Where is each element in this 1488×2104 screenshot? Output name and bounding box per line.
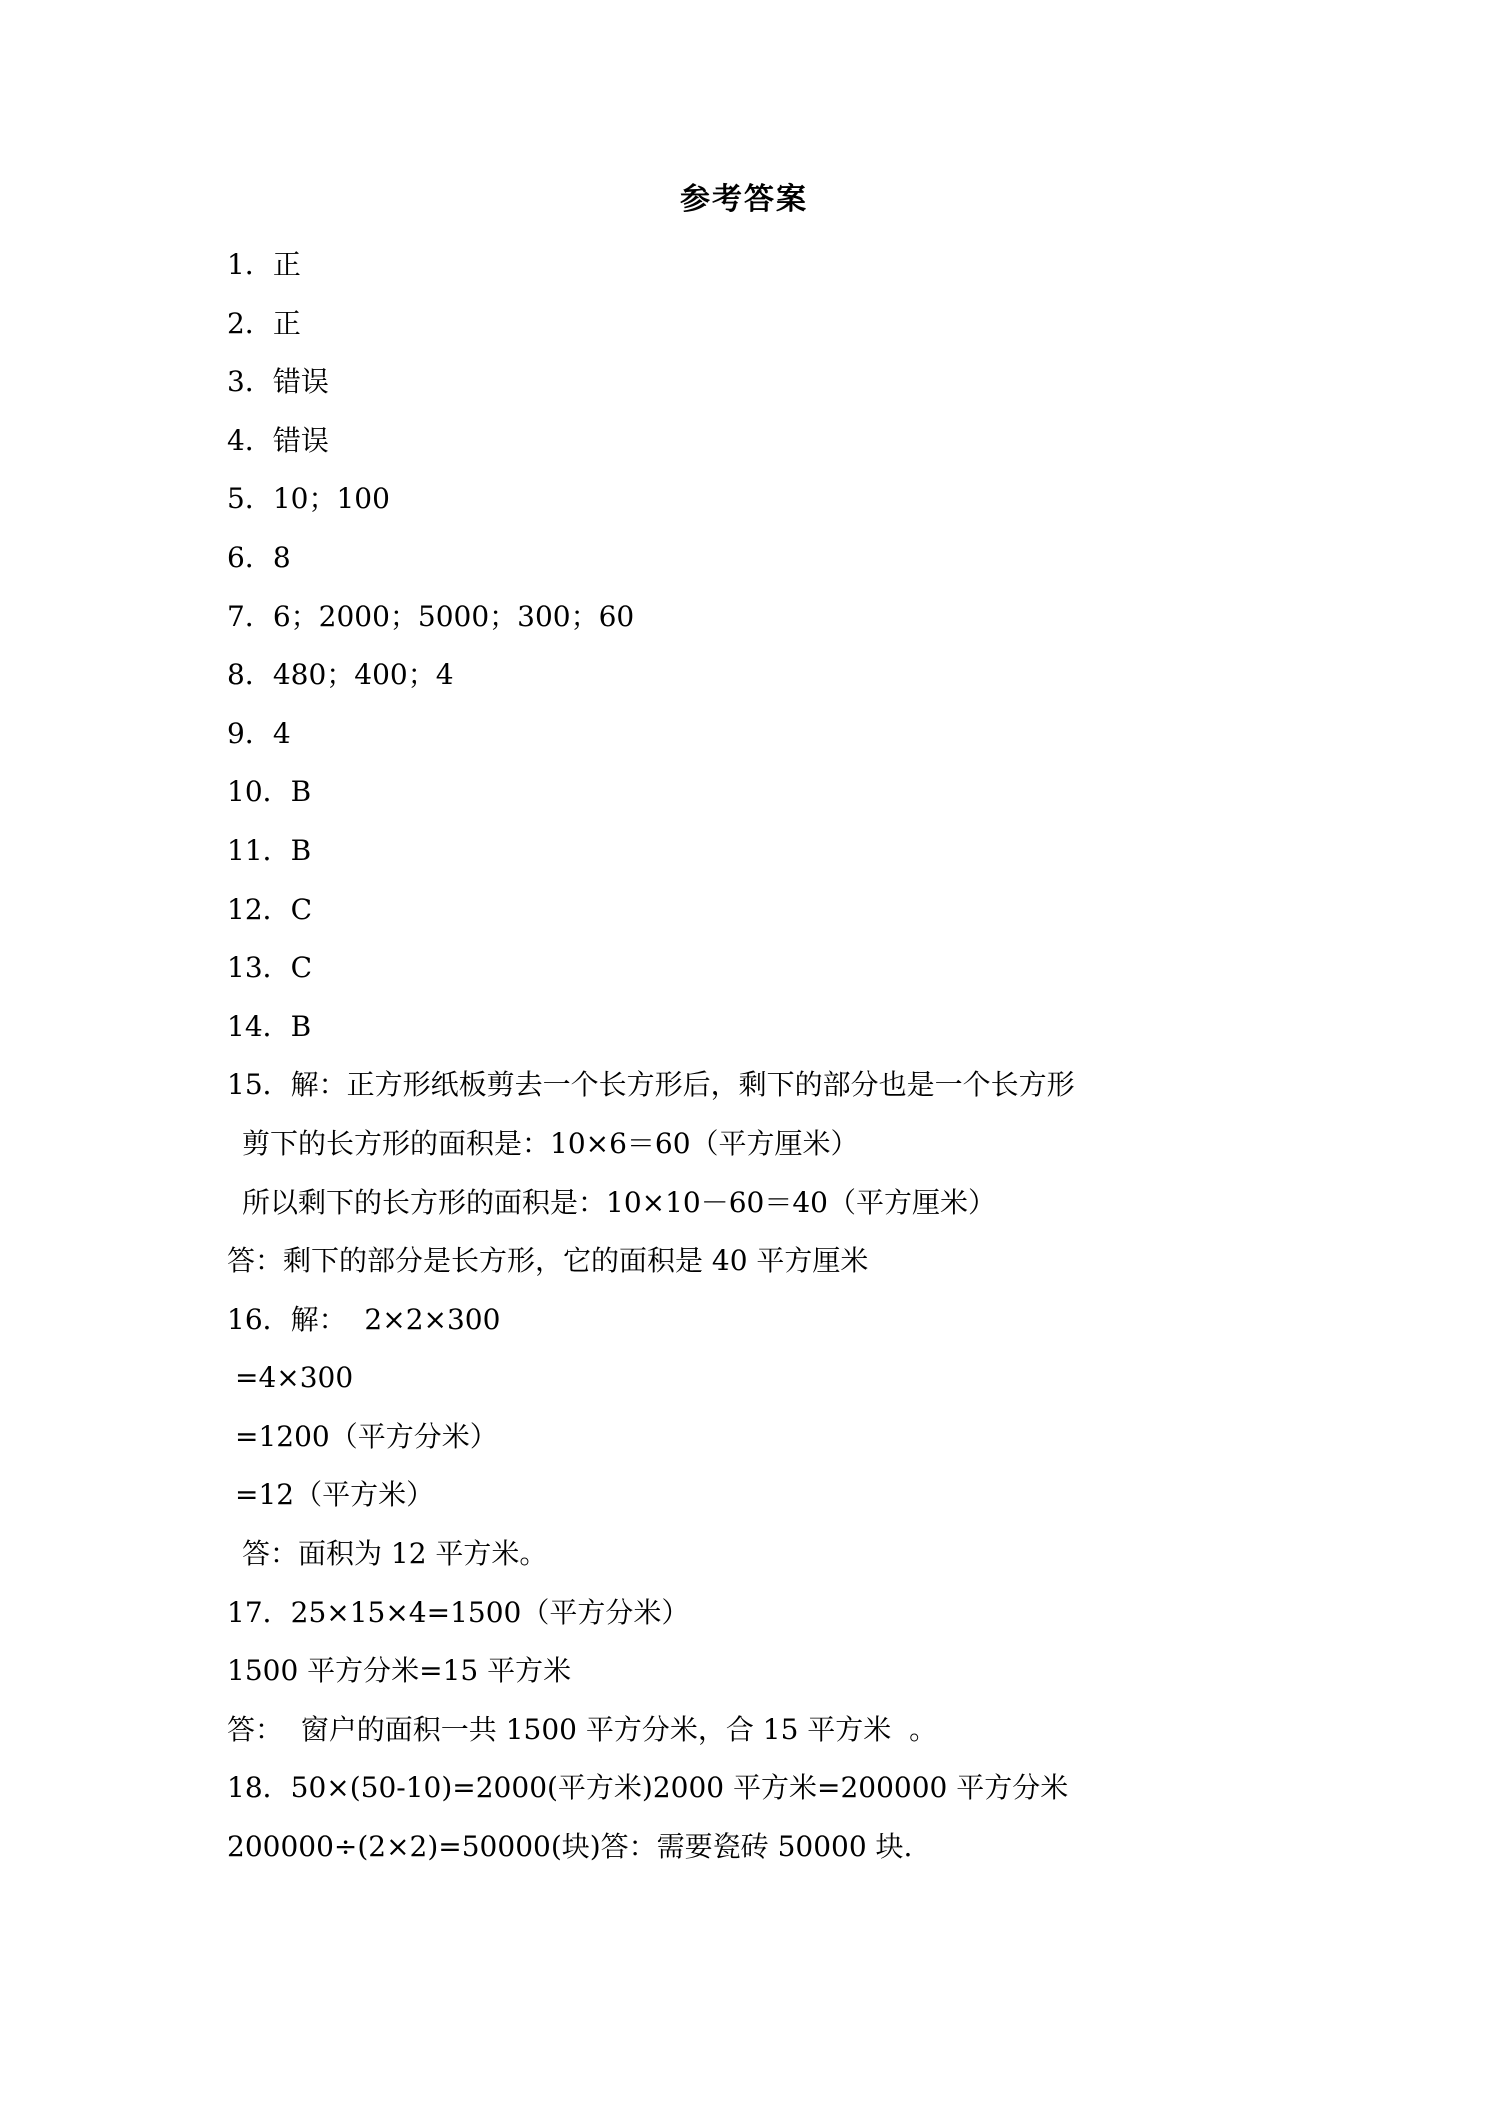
answer-line-12: 12．C: [227, 892, 313, 926]
answer-line-9: 9．4: [227, 716, 291, 750]
answer-line-5: 5．10；100: [227, 482, 390, 516]
answer-line-2: 2．正: [227, 306, 301, 340]
answer-line-17-conclusion: 答： 窗户的面积一共 1500 平方分米，合 15 平方米 。: [227, 1712, 938, 1746]
answer-line-16-step-2: =1200（平方分米）: [235, 1419, 498, 1453]
answer-line-15: 15．解：正方形纸板剪去一个长方形后，剩下的部分也是一个长方形: [227, 1068, 1075, 1102]
answer-line-16-conclusion: 答：面积为 12 平方米。: [242, 1537, 548, 1571]
answer-line-15-step-1: 剪下的长方形的面积是：10×6＝60（平方厘米）: [242, 1126, 859, 1160]
answer-line-14: 14．B: [227, 1009, 312, 1043]
answer-line-4: 4．错误: [227, 423, 329, 457]
answer-line-15-conclusion: 答：剩下的部分是长方形，它的面积是 40 平方厘米: [227, 1244, 869, 1278]
answer-line-1: 1．正: [227, 248, 301, 281]
answer-line-8: 8．480；400；4: [227, 658, 454, 692]
answer-line-16: 16．解： 2×2×300: [227, 1302, 501, 1336]
answer-line-16-step-1: =4×300: [235, 1361, 354, 1395]
answer-line-17-step-1: 1500 平方分米=15 平方米: [227, 1654, 572, 1688]
answer-line-6: 6．8: [227, 540, 291, 574]
answer-line-15-step-2: 所以剩下的长方形的面积是：10×10－60＝40（平方厘米）: [242, 1185, 996, 1219]
answer-list: [227, 236, 1327, 1877]
answer-line-18-conclusion: 200000÷(2×2)=50000(块)答：需要瓷砖 50000 块.: [227, 1830, 913, 1864]
answer-line-13: 13．C: [227, 951, 313, 985]
answer-line-11: 11．B: [227, 833, 312, 867]
answer-line-10: 10．B: [227, 775, 312, 809]
answer-line-7: 7．6；2000；5000；300；60: [227, 599, 635, 633]
answer-line-3: 3．错误: [227, 365, 329, 399]
answer-line-16-step-3: =12（平方米）: [235, 1478, 435, 1512]
answer-line-18: 18．50×(50-10)=2000(平方米)2000 平方米=200000 平方分米: [227, 1771, 1069, 1805]
page-title: 参考答案: [680, 182, 808, 217]
answer-line-17: 17．25×15×4=1500（平方分米）: [227, 1595, 690, 1629]
